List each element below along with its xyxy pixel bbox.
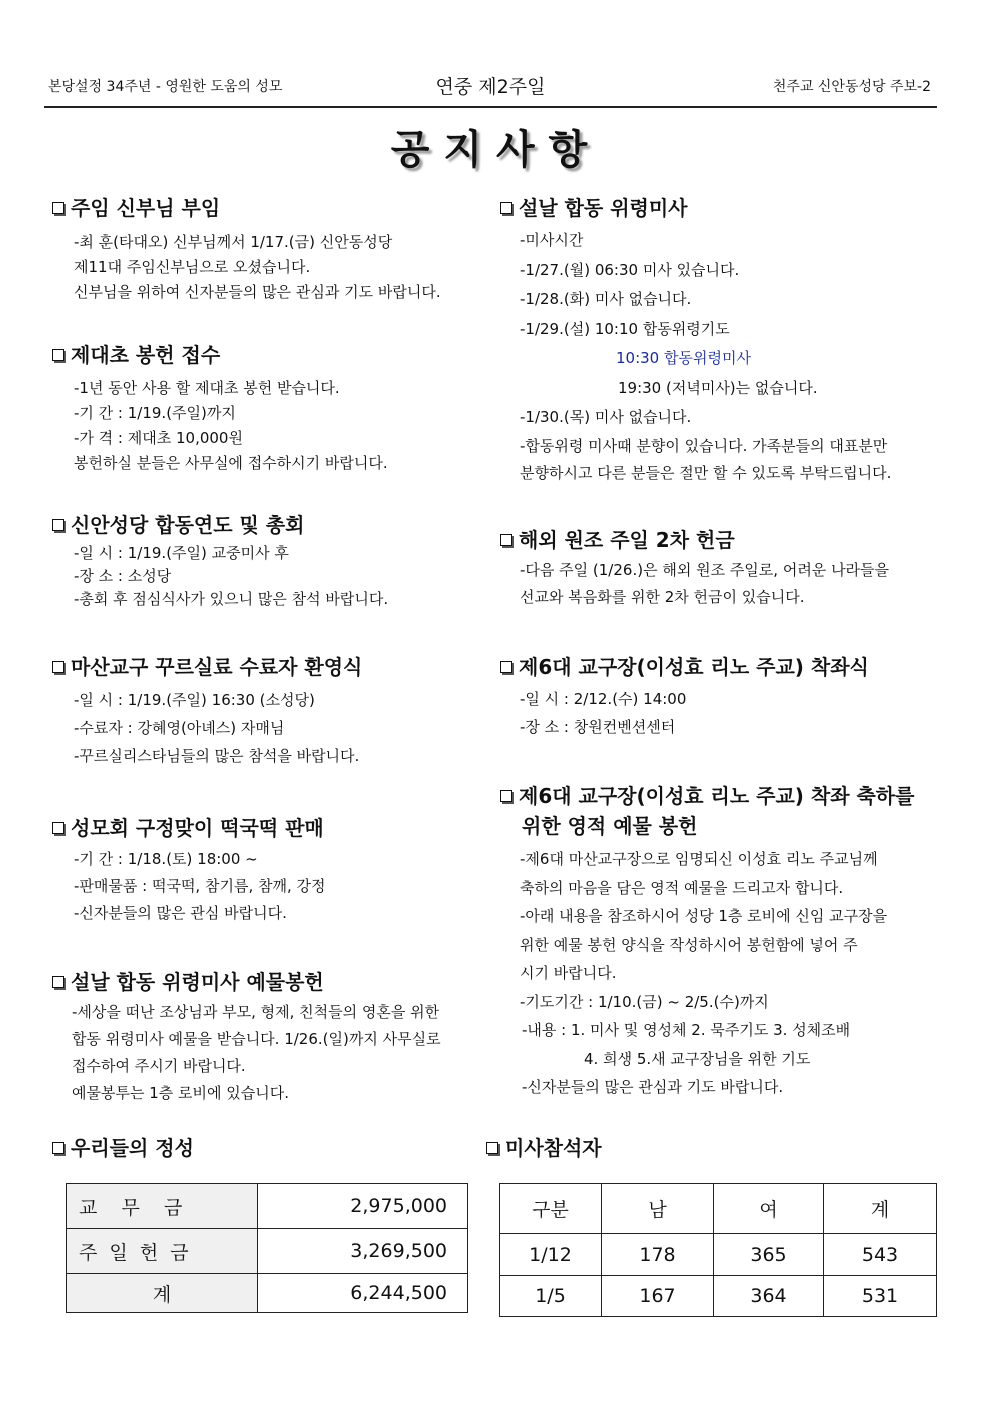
section-heading: 제6대 교구장(이성효 리노 주교) 착좌 축하를 xyxy=(500,781,914,811)
section-heading: 주임 신부님 부임 xyxy=(52,193,441,223)
notice-overseas-aid-collection: 해외 원조 주일 2차 헌금 -다음 주일 (1/26.)은 해외 원조 주일로, 어려운 나라들을 선교와 복음화를 위한 2차 헌금이 있습니다. xyxy=(500,525,889,611)
notice-altar-candle: 제대초 봉헌 접수 -1년 동안 사용 할 제대초 봉헌 받습니다. -기 간 : 1/19.(주일)까지 -가 격 : 제대초 10,000원 봉헌하실 분들은 사무실에 접수하시기 바랍니다. xyxy=(52,340,388,476)
section-heading: 설날 합동 위령미사 xyxy=(500,193,891,223)
offering-section xyxy=(52,1133,194,1163)
table-row: 주 일 헌 금 3,269,500 xyxy=(67,1229,468,1274)
checkbox-bullet-icon xyxy=(52,202,64,214)
attendance-table xyxy=(499,1183,937,1317)
header-parish-anniversary: 본당설정 34주년 - 영원한 도움의 성모 xyxy=(48,79,283,95)
header-liturgical-week: 연중 제2주일 xyxy=(435,76,546,98)
checkbox-bullet-icon xyxy=(52,1142,64,1154)
table-row: 1/5 167 364 531 xyxy=(500,1276,937,1317)
checkbox-bullet-icon xyxy=(52,349,64,361)
notice-memorial-mass-offering: 설날 합동 위령미사 예물봉헌 -세상을 떠난 조상님과 부모, 형제, 친척들의 영혼을 위한 합동 위령미사 예물을 받습니다. 1/26.(일)까지 사무실로 접수하여 주시기 바랍니다. 예물봉투는 1층 로비에 있습니다. xyxy=(52,967,441,1107)
section-heading: 해외 원조 주일 2차 헌금 xyxy=(500,525,889,555)
notice-memorial-assembly: 신안성당 합동연도 및 총회 -일 시 : 1/19.(주일) 교중미사 후 -장 소 : 소성당 -총회 후 점심식사가 있으니 많은 참석 바랍니다. xyxy=(52,510,388,611)
section-heading: 제6대 교구장(이성효 리노 주교) 착좌식 xyxy=(500,652,869,682)
section-heading: 미사참석자 xyxy=(486,1133,602,1163)
table-row: 1/12 178 365 543 xyxy=(500,1234,937,1276)
table-header-row: 구분 남 여 계 xyxy=(500,1184,937,1234)
checkbox-bullet-icon xyxy=(486,1142,498,1154)
notice-spiritual-offering: 제6대 교구장(이성효 리노 주교) 착좌 축하를 위한 영적 예물 봉헌 -제6대 마산교구장으로 임명되신 이성효 리노 주교님께 축하의 마음을 담은 영적 예물을 드리고자 합니다. -아래 내용을 참조하시어 성당 1층 로비에 신임 교구장을 위한 예물 봉헌 양식을 작성하시어 봉헌함에 넣어 주 시기 바랍니다. -기도기간 : 1/10.(금) ~ 2/5.(수)까지 -내용 : 1. 미사 및 영성체 2. 묵주기도 3. 성체조배 4. 희생 5.새 교구장님을 위한 기도 -신자분들의 많은 관심과 기도 바랍니다. xyxy=(500,781,914,1102)
section-heading: 설날 합동 위령미사 예물봉헌 xyxy=(52,967,441,997)
section-heading: 신안성당 합동연도 및 총회 xyxy=(52,510,388,540)
notice-pastor-arrival: 주임 신부님 부임 -최 훈(타대오) 신부님께서 1/17.(금) 신안동성당 제11대 주임신부님으로 오셨습니다. 신부님을 위하여 신자분들의 많은 관심과 기도 바랍니다. xyxy=(52,193,441,305)
notice-bishop-installation: 제6대 교구장(이성효 리노 주교) 착좌식 -일 시 : 2/12.(수) 14:00 -장 소 : 창원컨벤션센터 xyxy=(500,652,869,741)
attendance-section xyxy=(486,1133,602,1163)
checkbox-bullet-icon xyxy=(52,976,64,988)
notice-rice-cake-sale: 성모회 구정맞이 떡국떡 판매 -기 간 : 1/18.(토) 18:00 ~ -판매물품 : 떡국떡, 참기름, 참깨, 강정 -신자분들의 많은 관심 바랍니다. xyxy=(52,813,325,927)
section-heading: 마산교구 꾸르실료 수료자 환영식 xyxy=(52,652,362,682)
checkbox-bullet-icon xyxy=(500,202,512,214)
table-row: 계 6,244,500 xyxy=(67,1274,468,1313)
section-heading: 성모회 구정맞이 떡국떡 판매 xyxy=(52,813,325,843)
checkbox-bullet-icon xyxy=(52,519,64,531)
table-row: 교 무 금 2,975,000 xyxy=(67,1184,468,1229)
section-heading-continued: 위한 영적 예물 봉헌 xyxy=(522,814,698,838)
checkbox-bullet-icon xyxy=(52,661,64,673)
checkbox-bullet-icon xyxy=(52,822,64,834)
notice-lunar-new-year-mass: 설날 합동 위령미사 -미사시간 -1/27.(월) 06:30 미사 있습니다. -1/28.(화) 미사 없습니다. -1/29.(설) 10:10 합동위령기도 10:30 합동위령미사 19:30 (저녁미사)는 없습니다. -1/30.(목) 미사 없습니다. -합동위령 미사때 분향이 있습니다. 가족분들의 대표분만 분향하시고 다른 분들은 절만 할 수 있도록 부탁드립니다. xyxy=(500,193,891,487)
checkbox-bullet-icon xyxy=(500,534,512,546)
checkbox-bullet-icon xyxy=(500,790,512,802)
section-heading: 우리들의 정성 xyxy=(52,1133,194,1163)
notice-cursillo-welcome: 마산교구 꾸르실료 수료자 환영식 -일 시 : 1/19.(주일) 16:30 (소성당) -수료자 : 강혜영(아녜스) 자매님 -꾸르실리스타님들의 많은 참석을 바랍니다. xyxy=(52,652,362,770)
header-bulletin-name: 천주교 신안동성당 주보-2 xyxy=(772,79,931,95)
section-heading: 제대초 봉헌 접수 xyxy=(52,340,388,370)
page-title: 공지사항 xyxy=(390,127,602,173)
checkbox-bullet-icon xyxy=(500,661,512,673)
bulletin-header xyxy=(44,72,937,108)
offering-table xyxy=(66,1183,468,1313)
